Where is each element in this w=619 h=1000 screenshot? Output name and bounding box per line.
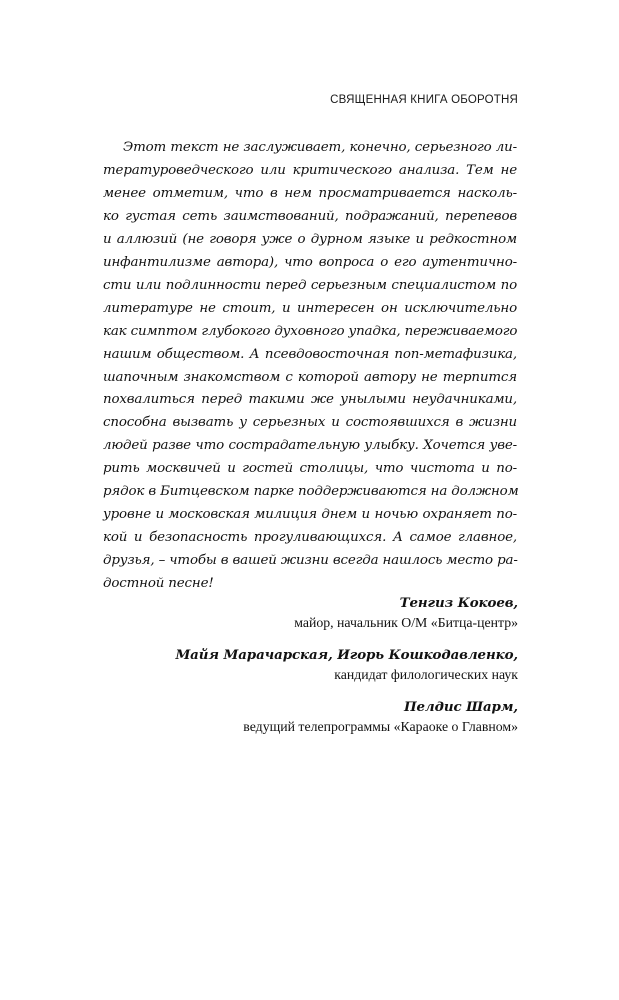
- body-line: рить москвичей и гостей столицы, что чистота и по-: [103, 461, 517, 477]
- signature-name: Майя Марачарская, Игорь Кошкодавленко,: [175, 647, 518, 663]
- signature-name: Тенгиз Кокоев,: [399, 595, 518, 611]
- signature-title: ведущий телепрограммы «Караоке о Главном»: [243, 719, 518, 734]
- body-line: ко густая сеть заимствований, подражаний, перепевов: [103, 208, 517, 224]
- body-line: достной песне!: [103, 576, 214, 592]
- body-line: кой и безопасность прогуливающихся. А самое главное,: [103, 530, 517, 546]
- signatures: [104, 593, 518, 749]
- body-line: тературоведческого или критического анализа. Тем не: [103, 162, 517, 178]
- body-line: как симптом глубокого духовного упадка, переживаемого: [103, 323, 518, 339]
- signature-block: [104, 593, 518, 633]
- running-head: СВЯЩЕННАЯ КНИГА ОБОРОТНЯ: [330, 94, 518, 106]
- body-line: инфантилизме автора), что вопроса о его аутентично-: [103, 254, 517, 270]
- body-line: друзья, – чтобы в вашей жизни всегда нашлось место ра-: [103, 553, 518, 569]
- body-line: литературе не стоит, и интересен он исключительно: [103, 300, 517, 316]
- signature-name: Пелдис Шарм,: [403, 699, 518, 715]
- signature-block: [104, 645, 518, 685]
- body-line: нашим обществом. А псевдовосточная поп-метафизика,: [103, 346, 517, 362]
- signature-block: [104, 697, 518, 737]
- body-line: людей разве что сострадательную улыбку. Хочется уве-: [103, 438, 517, 454]
- signature-title: кандидат филологических наук: [334, 667, 518, 682]
- body-line: сти или подлинности перед серьезным специалистом по: [103, 277, 517, 293]
- body-line: Этот текст не заслуживает, конечно, серьезного ли-: [123, 140, 517, 155]
- signature-title: майор, начальник О/М «Битца-центр»: [294, 615, 518, 630]
- body-line: и аллюзий (не говоря уже о дурном языке и редкостном: [103, 231, 517, 247]
- body-line: похвалиться перед такими же унылыми неудачниками,: [103, 392, 517, 408]
- body-line: уровне и московская милиция днем и ночью охраняет по-: [103, 507, 517, 523]
- body-paragraph: [103, 137, 517, 596]
- body-line: рядок в Битцевском парке поддерживаются на должном: [103, 484, 519, 500]
- body-line: менее отметим, что в нем просматривается насколь-: [103, 185, 517, 201]
- body-line: шапочным знакомством с которой автору не терпится: [103, 369, 517, 385]
- body-line: способна вызвать у серьезных и состоявшихся в жизни: [103, 415, 517, 431]
